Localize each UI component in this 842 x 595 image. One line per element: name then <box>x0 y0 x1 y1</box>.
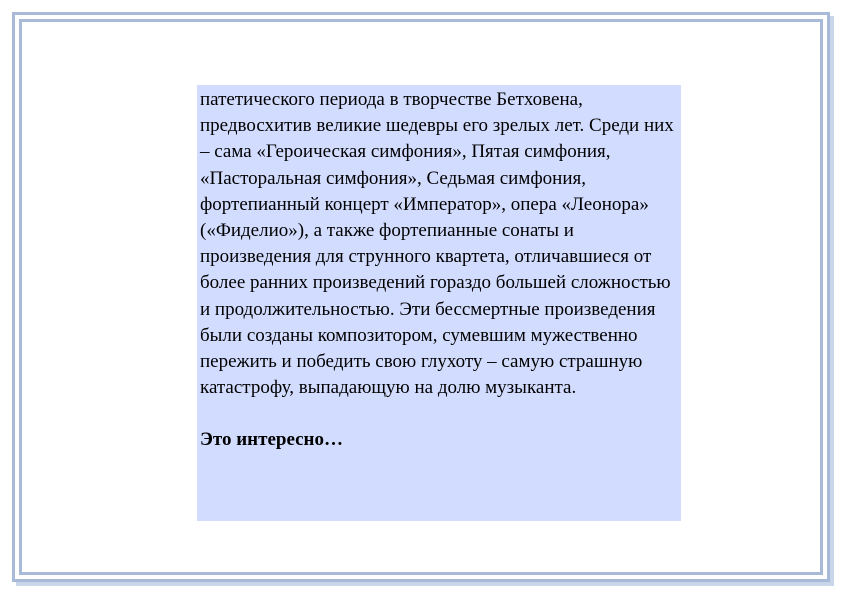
frame-shadow-bottom <box>16 582 834 586</box>
body-paragraph: патетического периода в творчестве Бетховена, предвосхитив великие шедевры его зрелых лет. Среди них – сама «Героическая симфония», Пятая симфония, «Пасторальная симфония», Седьмая симфония, фортепианный концерт «Император», опера «Леонора» («Фиделио»), а также фортепианные сонаты и произведения для струнного квартета, отличавшиеся от более ранних произведений гораздо большей сложностью и продолжительностью. Эти бессмертные произведения были созданы композитором, сумевшим мужественно пережить и победить свою глухоту – самую страшную катастрофу, выпадающую на долю музыканта. <box>200 89 674 399</box>
text-block <box>197 85 681 521</box>
section-heading: Это интересно… <box>200 429 343 451</box>
frame-shadow-right <box>830 16 834 586</box>
